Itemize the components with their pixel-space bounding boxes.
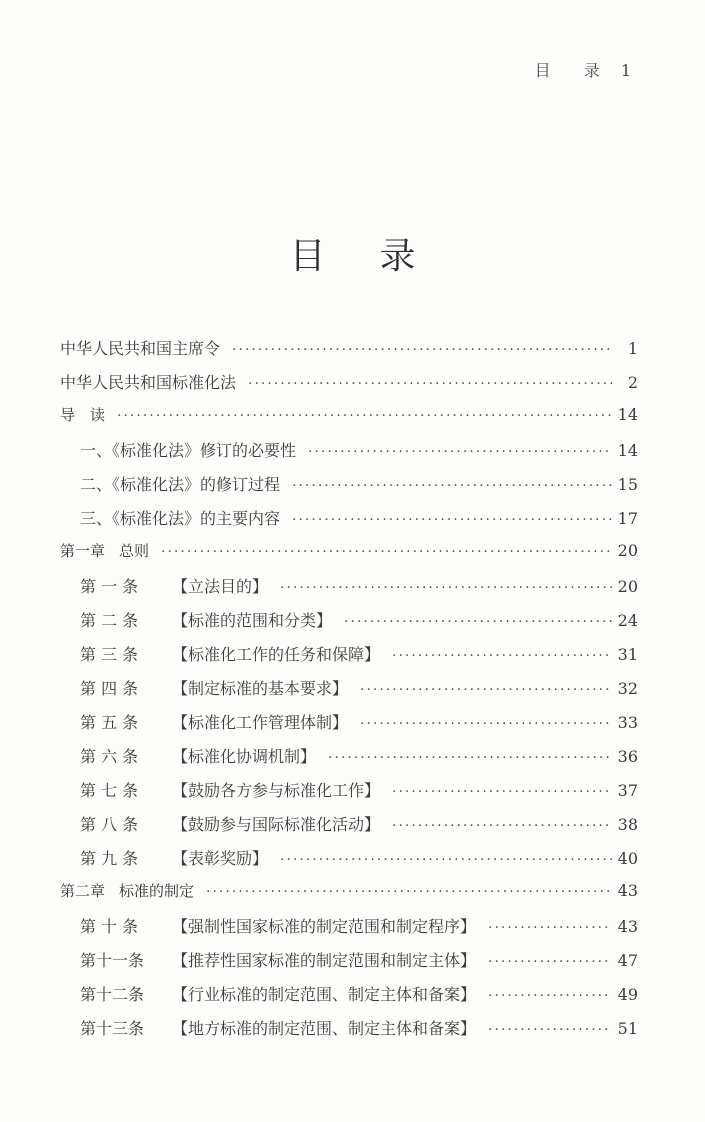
- toc-article-number: 第 三 条: [80, 645, 139, 664]
- toc-chapter-number: 导 读: [60, 406, 106, 424]
- toc-dot-leader: [360, 682, 612, 698]
- toc-chapter-number: 第二章: [60, 882, 106, 900]
- toc-entry[interactable]: [60, 608, 638, 642]
- toc-chapter-title: 标准的制定: [119, 882, 195, 900]
- toc-section-label: 三、《标准化法》的主要内容: [80, 509, 281, 528]
- toc-entry-label-wrap: [60, 336, 220, 359]
- toc-article-heading: [80, 642, 380, 665]
- toc-entry[interactable]: [60, 540, 638, 574]
- toc-entry[interactable]: [60, 948, 638, 982]
- toc-page-number: 31: [617, 645, 638, 664]
- toc-article-heading: [80, 744, 316, 767]
- toc-page-number: 14: [617, 441, 638, 460]
- toc-dot-leader: [488, 1022, 612, 1038]
- toc-section-label-wrap: [80, 472, 280, 495]
- toc-article-title: 【行业标准的制定范围、制定主体和备案】: [172, 985, 477, 1004]
- toc-entry[interactable]: [60, 710, 638, 744]
- toc-dot-leader: [248, 376, 614, 392]
- toc-article-heading: [80, 982, 476, 1005]
- toc-entry-label: 中华人民共和国主席令: [60, 339, 221, 358]
- toc-dot-leader: [360, 716, 612, 732]
- toc-article-number: 第十二条: [80, 985, 145, 1004]
- running-head-page-number: 1: [620, 61, 633, 80]
- running-head: [535, 58, 633, 81]
- toc-page-number: 14: [617, 405, 638, 424]
- toc-entry[interactable]: [60, 336, 638, 370]
- toc-page-number: 20: [617, 577, 638, 596]
- toc-entry[interactable]: [60, 506, 638, 540]
- toc-entry-label-wrap: [60, 370, 236, 393]
- toc-article-title: 【地方标准的制定范围、制定主体和备案】: [172, 1019, 477, 1038]
- toc-chapter-heading: [60, 880, 194, 901]
- toc-chapter-heading: [60, 404, 105, 425]
- toc-article-heading: [80, 846, 268, 869]
- toc-dot-leader: [392, 784, 612, 800]
- toc-dot-leader: [488, 920, 612, 936]
- toc-article-title: 【表彰奖励】: [172, 849, 269, 868]
- toc-page-number: 36: [617, 747, 638, 766]
- toc-page-number: 24: [617, 611, 638, 630]
- toc-dot-leader: [117, 408, 612, 424]
- toc-entry[interactable]: [60, 1016, 638, 1050]
- page-title: 目录: [289, 236, 470, 277]
- toc-article-number: 第十三条: [80, 1019, 145, 1038]
- toc-section-label-wrap: [80, 438, 296, 461]
- toc-dot-leader: [161, 544, 612, 560]
- toc-chapter-heading: [60, 540, 149, 561]
- toc-dot-leader: [488, 954, 612, 970]
- toc-dot-leader: [292, 478, 612, 494]
- toc-entry[interactable]: [60, 438, 638, 472]
- toc-page-number: 2: [627, 373, 638, 392]
- toc-article-heading: [80, 1016, 476, 1039]
- toc-article-number: 第 七 条: [80, 781, 139, 800]
- toc-dot-leader: [308, 444, 612, 460]
- toc-dot-leader: [392, 818, 612, 834]
- toc-article-title: 【立法目的】: [172, 577, 269, 596]
- table-of-contents: [60, 336, 638, 1050]
- toc-article-number: 第 五 条: [80, 713, 139, 732]
- toc-entry[interactable]: [60, 982, 638, 1016]
- toc-dot-leader: [488, 988, 612, 1004]
- toc-article-heading: [80, 812, 380, 835]
- toc-dot-leader: [392, 648, 612, 664]
- toc-entry[interactable]: [60, 676, 638, 710]
- toc-article-title: 【标准化工作管理体制】: [172, 713, 349, 732]
- toc-entry[interactable]: [60, 744, 638, 778]
- running-head-text: 目 录: [534, 61, 614, 80]
- toc-page-number: 43: [617, 917, 638, 936]
- toc-article-title: 【标准化协调机制】: [172, 747, 317, 766]
- toc-dot-leader: [206, 884, 612, 900]
- toc-article-number: 第 八 条: [80, 815, 139, 834]
- toc-section-label: 二、《标准化法》的修订过程: [80, 475, 281, 494]
- toc-dot-leader: [328, 750, 612, 766]
- toc-page-number: 40: [617, 849, 638, 868]
- toc-entry[interactable]: [60, 370, 638, 404]
- toc-entry[interactable]: [60, 846, 638, 880]
- toc-article-number: 第 十 条: [80, 917, 139, 936]
- toc-entry[interactable]: [60, 574, 638, 608]
- toc-page-number: 37: [617, 781, 638, 800]
- toc-page-number: 47: [617, 951, 638, 970]
- toc-entry[interactable]: [60, 914, 638, 948]
- toc-article-heading: [80, 710, 348, 733]
- toc-page-number: 1: [627, 339, 638, 358]
- toc-dot-leader: [292, 512, 612, 528]
- toc-article-number: 第 六 条: [80, 747, 139, 766]
- toc-entry[interactable]: [60, 404, 638, 438]
- toc-article-title: 【强制性国家标准的制定范围和制定程序】: [172, 917, 477, 936]
- toc-page-number: 15: [617, 475, 638, 494]
- toc-article-heading: [80, 608, 332, 631]
- toc-chapter-number: 第一章: [60, 542, 106, 560]
- toc-article-heading: [80, 948, 476, 971]
- toc-page-number: 17: [617, 509, 638, 528]
- toc-article-title: 【推荐性国家标准的制定范围和制定主体】: [172, 951, 477, 970]
- toc-page-number: 32: [617, 679, 638, 698]
- toc-entry[interactable]: [60, 880, 638, 914]
- toc-article-heading: [80, 676, 348, 699]
- toc-article-heading: [80, 914, 476, 937]
- toc-page-number: 20: [617, 541, 638, 560]
- toc-chapter-title: 总则: [119, 542, 150, 560]
- toc-dot-leader: [344, 614, 612, 630]
- toc-article-number: 第 一 条: [80, 577, 139, 596]
- toc-article-number: 第十一条: [80, 951, 145, 970]
- toc-section-label-wrap: [80, 506, 280, 529]
- toc-page-number: 38: [617, 815, 638, 834]
- toc-page-number: 51: [617, 1019, 638, 1038]
- toc-dot-leader: [232, 342, 614, 358]
- toc-article-title: 【制定标准的基本要求】: [172, 679, 349, 698]
- toc-article-number: 第 九 条: [80, 849, 139, 868]
- toc-entry[interactable]: [60, 812, 638, 846]
- toc-entry[interactable]: [60, 778, 638, 812]
- toc-article-number: 第 四 条: [80, 679, 139, 698]
- toc-page-number: 43: [617, 881, 638, 900]
- toc-page-number: 33: [617, 713, 638, 732]
- toc-article-number: 第 二 条: [80, 611, 139, 630]
- toc-entry[interactable]: [60, 642, 638, 676]
- toc-entry-label: 中华人民共和国标准化法: [60, 373, 237, 392]
- toc-article-title: 【标准的范围和分类】: [172, 611, 333, 630]
- toc-dot-leader: [280, 580, 612, 596]
- toc-article-heading: [80, 574, 268, 597]
- toc-article-title: 【鼓励各方参与标准化工作】: [172, 781, 381, 800]
- toc-page-number: 49: [617, 985, 638, 1004]
- toc-article-heading: [80, 778, 380, 801]
- toc-entry[interactable]: [60, 472, 638, 506]
- toc-section-label: 一、《标准化法》修订的必要性: [80, 441, 297, 460]
- toc-article-title: 【标准化工作的任务和保障】: [172, 645, 381, 664]
- toc-article-title: 【鼓励参与国际标准化活动】: [172, 815, 381, 834]
- toc-dot-leader: [280, 852, 612, 868]
